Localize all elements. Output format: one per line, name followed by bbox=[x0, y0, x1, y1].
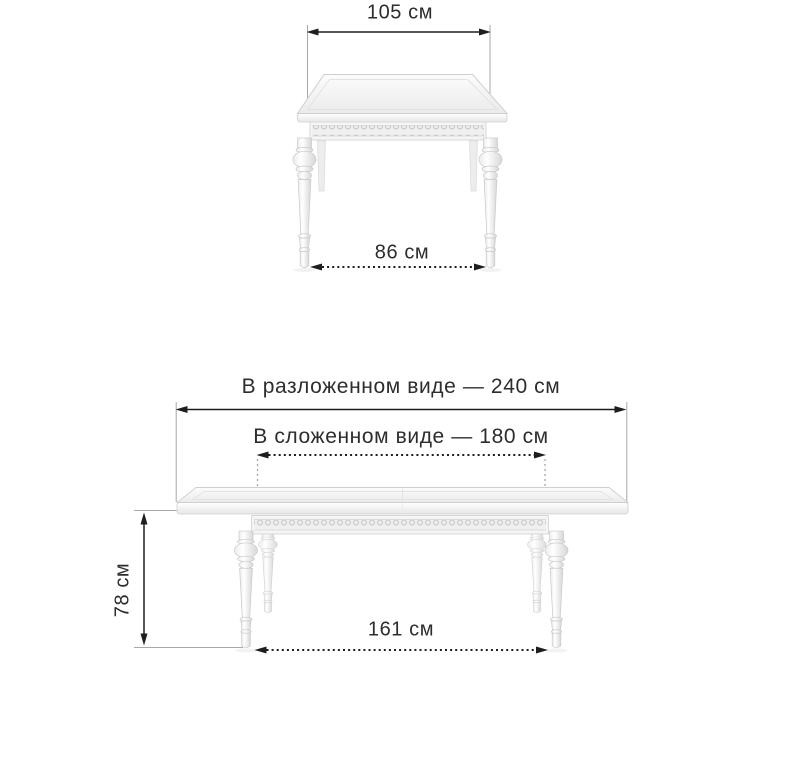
table-back-leg bbox=[318, 141, 326, 191]
end-view-leg-span-dim-label: 86 см bbox=[374, 241, 430, 264]
side-view-folded-dim-arrow bbox=[257, 452, 547, 491]
side-view-leg-span-dim-arrow bbox=[255, 647, 549, 654]
table-back-leg bbox=[470, 141, 478, 191]
table-front-leg bbox=[479, 138, 502, 268]
end-view-figure bbox=[293, 25, 507, 272]
end-view-leg-span-dim-arrow bbox=[310, 264, 486, 271]
side-view-leg-span-dim-label: 161 см bbox=[367, 618, 435, 641]
side-view-unfolded-dim-arrow bbox=[176, 402, 627, 502]
table-front-leg bbox=[235, 531, 258, 648]
table-front-leg bbox=[293, 138, 316, 268]
table-apron bbox=[252, 516, 549, 535]
side-view-height-dim-arrow bbox=[134, 513, 243, 648]
unfolded-length-dim-label: В разложенном виде — 240 см bbox=[241, 375, 561, 398]
height-dim-label: 78 см bbox=[111, 562, 134, 618]
tabletop bbox=[177, 488, 628, 515]
tabletop bbox=[298, 75, 508, 123]
folded-length-dim-label: В сложенном виде — 180 см bbox=[253, 425, 549, 448]
table-apron bbox=[310, 121, 486, 140]
table-back-leg bbox=[259, 531, 278, 613]
table-front-leg bbox=[545, 531, 568, 648]
end-view-width-dim-label: 105 см bbox=[366, 1, 434, 24]
table-back-leg bbox=[528, 531, 547, 613]
